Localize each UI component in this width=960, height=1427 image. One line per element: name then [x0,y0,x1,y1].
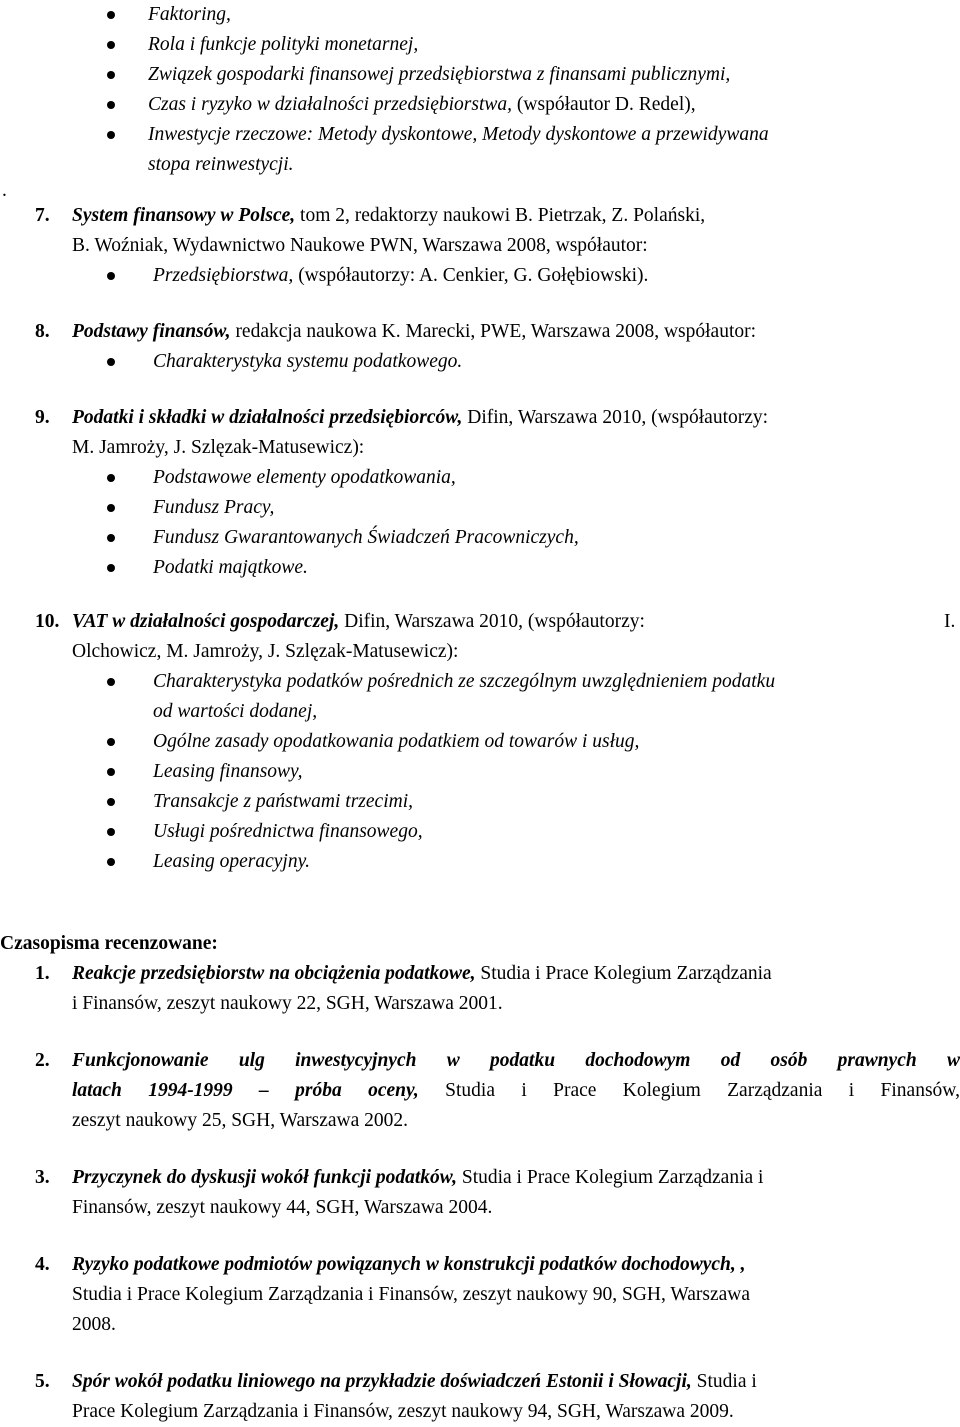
chapter-title: Transakcje z państwami trzecimi, [153,791,414,812]
list-item [0,553,960,583]
book-title: Podatki i składki w działalności przedsiębiorców, [72,407,463,428]
book-details: Difin, Warszawa 2010, (współautorzy: [339,611,645,632]
bullet-icon [107,474,115,482]
bullet-icon [107,131,115,139]
chapter-title: Charakterystyka systemu podatkowego. [153,351,463,372]
item-title: Rola i funkcje polityki monetarnej, [148,34,419,55]
article-details: Studia i Prace Kolegium Zarządzania i Finansów, zeszyt naukowy 90, SGH, Warszawa [72,1284,751,1305]
chapter-title: Podstawowe elementy opodatkowania, [153,467,456,488]
item-number: 4. [35,1254,50,1275]
item-title: Inwestycje rzeczowe: Metody dyskontowe, Metody dyskontowe a przewidywana [148,124,769,145]
bullet-icon [107,828,115,836]
article-details: Studia i [691,1371,757,1392]
list-item [0,817,960,847]
book-details-cont: B. Woźniak, Wydawnictwo Naukowe PWN, Warszawa 2008, współautor: [72,235,648,256]
book-8 [0,317,960,377]
bullet-icon [107,858,115,866]
list-item [0,667,960,697]
list-item [0,347,960,377]
article-details-cont: 2008. [72,1314,116,1335]
item-number: 9. [35,407,50,428]
book-details: Difin, Warszawa 2010, (współautorzy: [462,407,769,428]
item-number: 7. [35,205,50,226]
article-details: Studia i Prace Kolegium Zarządzania [475,963,772,984]
list-item [0,523,960,553]
article-details-cont: Prace Kolegium Zarządzania i Finansów, zeszyt naukowy 94, SGH, Warszawa 2009. [72,1401,734,1422]
article-title: Reakcje przedsiębiorstw na obciążenia podatkowe, [72,963,476,984]
bullet-icon [107,11,115,19]
chapter-title: Ogólne zasady opodatkowania podatkiem od towarów i usług, [153,731,640,752]
chapter-title: Charakterystyka podatków pośrednich ze szczególnym uwzględnieniem podatku [153,671,776,692]
list-item-continuation [0,150,960,180]
chapter-title: Leasing finansowy, [153,761,303,782]
article-details-cont: Finansów, zeszyt naukowy 44, SGH, Warszawa 2004. [72,1197,493,1218]
item-number: 3. [35,1167,50,1188]
bullet-icon [107,738,115,746]
top-bullet-list [0,0,960,180]
list-item [0,30,960,60]
book-10 [0,607,960,877]
list-item [0,463,960,493]
item-title: Faktoring, [148,4,231,25]
list-item [0,493,960,523]
article-details-cont: i Finansów, zeszyt naukowy 22, SGH, Warszawa 2001. [72,993,503,1014]
chapter-title: Podatki majątkowe. [153,557,308,578]
item-title: Czas i ryzyko w działalności przedsiębiorstwa, [148,94,513,115]
journal-article-1 [0,959,960,1019]
stray-dot: . [2,180,7,201]
article-title: Spór wokół podatku liniowego na przykładzie doświadczeń Estonii i Słowacji, [72,1371,692,1392]
book-details-cont: Olchowicz, M. Jamroży, J. Szlęzak-Matusewicz): [72,641,459,662]
list-item [0,787,960,817]
bullet-icon [107,71,115,79]
chapter-title: Fundusz Gwarantowanych Świadczeń Pracowniczych, [153,527,579,548]
chapter-coauthors: (współautorzy: A. Cenkier, G. Gołębiowski). [293,265,649,286]
item-number: 8. [35,321,50,342]
article-title-cont: latach 1994-1999 – próba oceny, [72,1080,419,1101]
article-title: Przyczynek do dyskusji wokół funkcji podatków, [72,1167,457,1188]
list-item [0,60,960,90]
list-item [0,757,960,787]
section-heading: Czasopisma recenzowane: [0,933,218,954]
bullet-icon [107,41,115,49]
bullet-icon [107,678,115,686]
bullet-icon [107,358,115,366]
book-title: System finansowy w Polsce, [72,205,296,226]
book-7 [0,201,960,291]
article-details: Studia i Prace Kolegium Zarządzania i Finansów, [418,1080,960,1101]
bullet-icon [107,504,115,512]
chapter-title: Przedsiębiorstwa, [153,265,294,286]
journals-section [0,929,960,1427]
book-title: Podstawy finansów, [72,321,231,342]
book-details-end: I. [944,611,956,632]
book-9 [0,403,960,583]
bullet-icon [107,272,115,280]
chapter-title-cont: od wartości dodanej, [153,701,318,722]
list-item [0,727,960,757]
article-details-cont: zeszyt naukowy 25, SGH, Warszawa 2002. [72,1110,408,1131]
bullet-icon [107,798,115,806]
bullet-icon [107,534,115,542]
item-number: 1. [35,963,50,984]
item-note: (współautor D. Redel), [512,94,696,115]
list-item [0,120,960,150]
item-number: 2. [35,1050,50,1071]
bullet-icon [107,768,115,776]
journal-article-2 [0,1046,960,1136]
item-number: 10. [35,611,60,632]
item-number: 5. [35,1371,50,1392]
item-title-cont: stopa reinwestycji. [148,154,294,175]
bullet-icon [107,564,115,572]
article-title: Ryzyko podatkowe podmiotów powiązanych w konstrukcji podatków dochodowych, , [72,1254,746,1275]
list-item [0,0,960,30]
list-item [0,90,960,120]
book-title: VAT w działalności gospodarczej, [72,611,340,632]
list-item-continuation [0,697,960,727]
bullet-icon [107,101,115,109]
book-details-cont: M. Jamroży, J. Szlęzak-Matusewicz): [72,437,365,458]
item-title: Związek gospodarki finansowej przedsiębiorstwa z finansami publicznymi, [148,64,731,85]
journal-article-5 [0,1367,960,1427]
book-details: tom 2, redaktorzy naukowi B. Pietrzak, Z. Polański, [295,205,706,226]
article-title: Funkcjonowanie ulg inwestycyjnych w podatku dochodowym od osób prawnych w [72,1050,960,1071]
chapter-title: Fundusz Pracy, [153,497,275,518]
journal-article-3 [0,1163,960,1223]
list-item [0,261,960,291]
chapter-title: Usługi pośrednictwa finansowego, [153,821,423,842]
journal-article-4 [0,1250,960,1340]
book-details: redakcja naukowa K. Marecki, PWE, Warszawa 2008, współautor: [230,321,757,342]
list-item [0,847,960,877]
article-details: Studia i Prace Kolegium Zarządzania i [456,1167,764,1188]
chapter-title: Leasing operacyjny. [153,851,311,872]
